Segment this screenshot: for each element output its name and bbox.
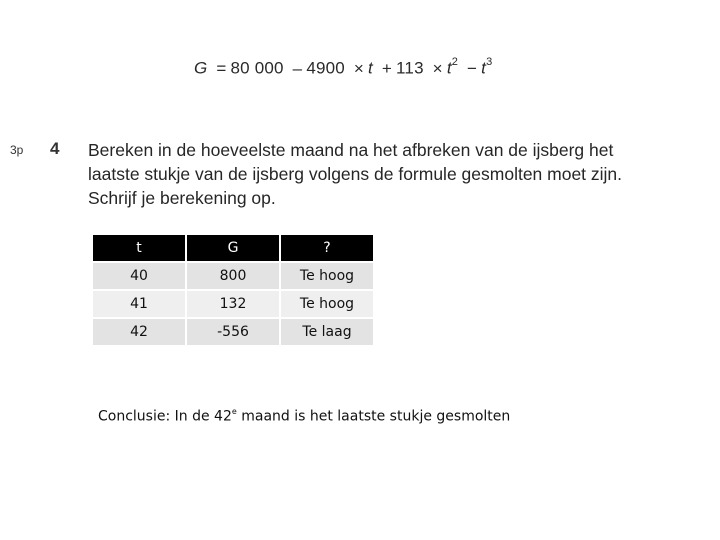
formula-exponent-3: 3 — [486, 56, 493, 68]
cell-t: 40 — [93, 263, 185, 289]
formula-lhs: G — [194, 58, 208, 78]
formula-coefficient-1: 4900 — [306, 58, 345, 78]
cell-t: 42 — [93, 319, 185, 345]
table-row — [93, 291, 373, 317]
formula-plus: + — [381, 58, 393, 78]
header-g: G — [187, 235, 279, 261]
question-line: laatste stukje van de ijsberg volgens de formule gesmolten moet zijn. — [88, 164, 623, 184]
formula-minus-2: − — [467, 58, 478, 78]
formula-exponent-2: 2 — [451, 56, 459, 68]
cell-verdict: Te laag — [281, 319, 373, 345]
cell-g: -556 — [187, 319, 279, 345]
header-t: t — [93, 235, 185, 261]
question-points: 3p — [10, 143, 24, 157]
conclusion-after: maand is het laatste stukje gesmolten — [236, 408, 511, 425]
formula-times: × — [353, 58, 365, 78]
formula-times-2: × — [432, 58, 443, 78]
conclusion-text — [98, 408, 510, 425]
formula-minus: – — [292, 58, 303, 78]
question-line: Schrijf je berekening op. — [88, 188, 276, 208]
formula-constant: 80 000 — [230, 58, 284, 78]
formula-equals: = — [216, 58, 227, 78]
formula-var-t: t — [368, 58, 373, 78]
header-verdict: ? — [281, 235, 373, 261]
cell-verdict: Te hoog — [281, 263, 373, 289]
cell-g: 800 — [187, 263, 279, 289]
conclusion-ordinal-suffix: e — [231, 407, 237, 416]
formula-var-t2: t — [446, 58, 452, 78]
table-row — [93, 319, 373, 345]
question-line: Bereken in de hoeveelste maand na het afbreken van de ijsberg het — [88, 140, 614, 160]
cell-verdict: Te hoog — [281, 291, 373, 317]
conclusion-before: Conclusie: In de 42 — [98, 408, 232, 425]
results-table — [91, 233, 375, 347]
cell-t: 41 — [93, 291, 185, 317]
cell-g: 132 — [187, 291, 279, 317]
formula — [194, 58, 492, 79]
question-number: 4 — [50, 139, 60, 158]
formula-coefficient-2: 113 — [396, 58, 424, 78]
formula-var-t3: t — [481, 58, 487, 78]
table-row — [93, 263, 373, 289]
question-text — [88, 138, 713, 210]
table-header-row — [93, 235, 373, 261]
